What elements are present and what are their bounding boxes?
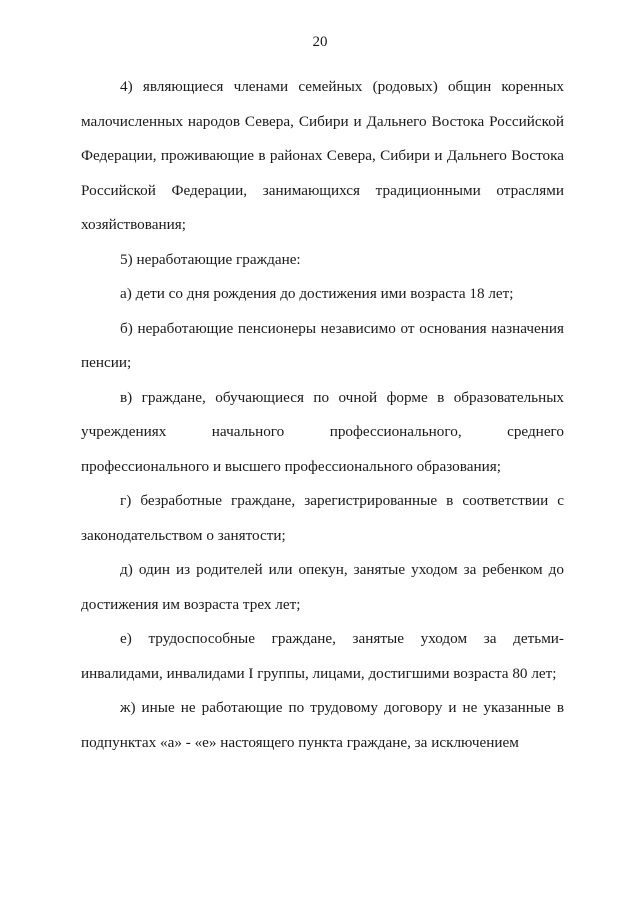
paragraph-item-5: 5) неработающие граждане: [120, 250, 301, 268]
subparagraph-zh: ж) иные не работающие по трудовому договору и не указанные в подпунктах «а» - «е» настоящего пункта граждане, за исключением [81, 699, 564, 751]
subparagraph-d: д) один из родителей или опекун, занятые уходом за ребенком до достижения им возраста трех лет; [81, 561, 564, 613]
subparagraph-v: в) граждане, обучающиеся по очной форме в образовательных учреждениях начального профессионального, среднего профессионального и высшего профессионального образования; [81, 388, 564, 475]
document-body [81, 70, 564, 760]
subparagraph-g: г) безработные граждане, зарегистрированные в соответствии с законодательством о занятости; [81, 492, 564, 544]
subparagraph-a: а) дети со дня рождения до достижения ими возраста 18 лет; [120, 285, 514, 302]
subparagraph-b: б) неработающие пенсионеры независимо от основания назначения пенсии; [81, 319, 564, 371]
subparagraph-e: е) трудоспособные граждане, занятые уходом за детьми-инвалидами, инвалидами I группы, лицами, достигшими возраста 80 лет; [81, 630, 564, 682]
paragraph-item-4: 4) являющиеся членами семейных (родовых) общин коренных малочисленных народов Севера, Сибири и Дальнего Востока Российской Федерации, проживающие в районах Севера, Сибири и Дальнего Востока Российской Федерации, занимающихся традиционными отраслями хозяйствования; [81, 78, 564, 233]
page-number: 20 [312, 34, 328, 50]
